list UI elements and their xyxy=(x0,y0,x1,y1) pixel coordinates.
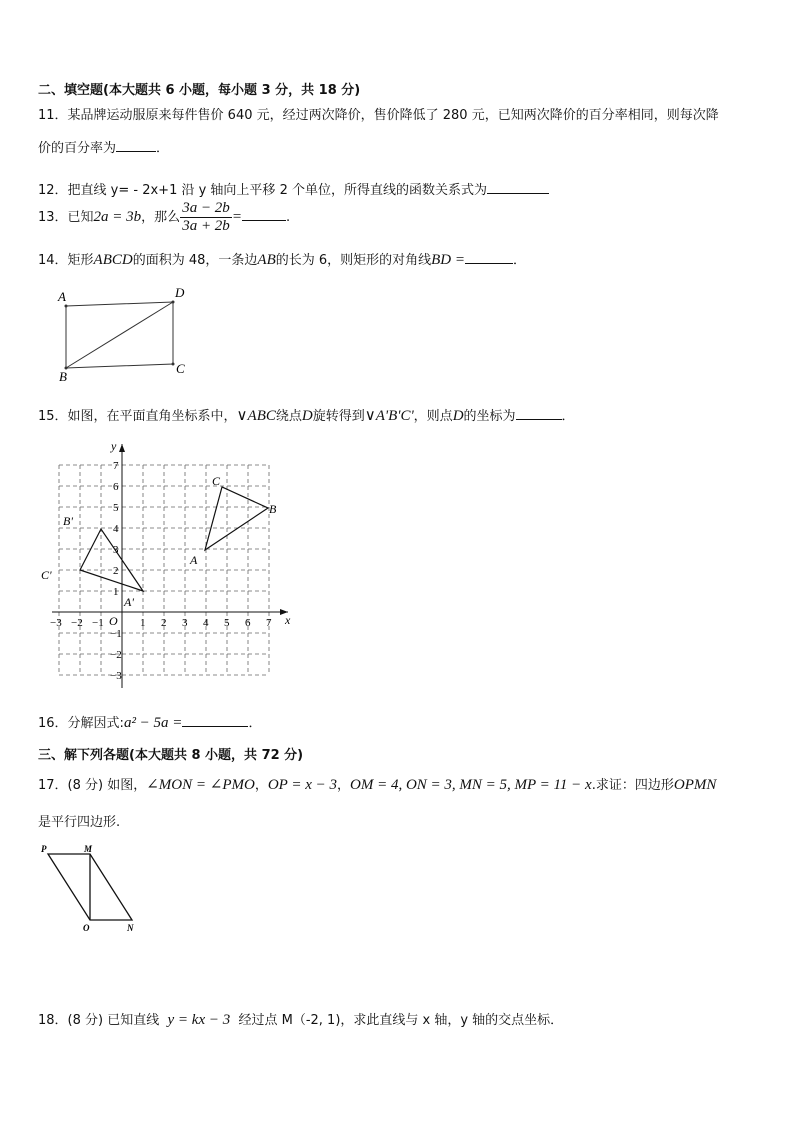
q13-prefix: 13．已知 xyxy=(38,210,94,225)
q15-point-d-2: D xyxy=(452,408,464,424)
y-tick-label: 1 xyxy=(113,586,119,598)
diagonal-bd xyxy=(66,302,173,368)
x-tick-label: 7 xyxy=(266,617,272,629)
label-b-prime: B' xyxy=(63,514,73,528)
q14-side-ab: AB xyxy=(257,252,276,268)
x-tick-label: 3 xyxy=(182,617,188,629)
q11-answer-blank[interactable] xyxy=(116,139,156,152)
y-tick-label: 6 xyxy=(113,481,119,493)
q13-equals: = xyxy=(231,209,242,225)
label-a: A xyxy=(58,289,66,304)
q13-denominator: 3a + 2b xyxy=(182,218,230,234)
q15-text-3: 旋转得到 xyxy=(312,409,365,424)
q17-text-1: 17．(8 分) 如图， xyxy=(38,778,147,793)
x-tick-label: 1 xyxy=(140,617,146,629)
y-tick-label: −1 xyxy=(110,628,122,640)
x-tick-label: 6 xyxy=(245,617,251,629)
question-17-line-1 xyxy=(38,774,716,794)
q13-answer-blank[interactable] xyxy=(242,208,286,221)
q13-numerator: 3a − 2b xyxy=(182,200,230,216)
y-tick-label: 4 xyxy=(113,523,119,535)
label-b: B xyxy=(59,369,67,384)
question-16 xyxy=(38,712,261,732)
y-tick-label: −3 xyxy=(110,670,122,682)
q14-text-1: 的面积为 48，一条边 xyxy=(132,253,258,268)
label-o: O xyxy=(83,923,90,933)
q14-rect-name: ABCD xyxy=(93,252,133,268)
q14-text-2: 的长为 6，则矩形的对角线 xyxy=(275,253,432,268)
y-tick-label: 7 xyxy=(113,460,119,472)
dashed-grid xyxy=(59,465,269,675)
x-tick-label: 4 xyxy=(203,617,209,629)
triangle-a2b2c2 xyxy=(80,529,143,591)
q12-text: 12．把直线 y= - 2x+1 沿 y 轴向上平移 2 个单位，所得直线的函数关系式为 xyxy=(38,183,487,198)
q17-sep-2: ， xyxy=(336,778,350,793)
y-tick-label: −2 xyxy=(110,649,122,661)
q13-mid: ，那么 xyxy=(141,210,181,225)
q14-prefix: 14．矩形 xyxy=(38,253,94,268)
x-tick-label: −2 xyxy=(71,617,83,629)
rectangle-abcd-figure xyxy=(50,280,200,390)
question-17-line-2: 是平行四边形. xyxy=(38,815,121,830)
q15-text-1: 15．如图，在平面直角坐标系中， xyxy=(38,409,237,424)
question-11-line-2 xyxy=(38,137,169,156)
label-c-prime: C' xyxy=(41,568,52,582)
y-tick-label: 3 xyxy=(113,544,119,556)
q17-sep: ， xyxy=(254,778,268,793)
q16-expression: a² − 5a = xyxy=(123,715,183,731)
label-b: B xyxy=(269,502,277,516)
q11-text: 价的百分率为 xyxy=(38,141,117,156)
question-15 xyxy=(38,405,575,425)
question-11-line-1: 11．某品牌运动服原来每件售价 640 元，经过两次降价，售价降低了 280 元，已知两次降价的百分率相同，则每次降 xyxy=(38,108,719,123)
q18-text-1: 18．(8 分) 已知直线 xyxy=(38,1013,160,1028)
question-18 xyxy=(38,1009,563,1029)
question-12 xyxy=(38,179,549,198)
q13-condition: 2a = 3b xyxy=(93,209,142,225)
y-axis-label: y xyxy=(111,439,117,453)
parallelogram-opmn-figure xyxy=(38,840,148,935)
triangle-abc xyxy=(205,487,268,550)
q15-text-4: ，则点 xyxy=(413,409,453,424)
q12-answer-blank[interactable] xyxy=(487,181,549,194)
y-tick-labels xyxy=(110,460,122,682)
label-d: D xyxy=(175,285,185,300)
x-tick-label: 2 xyxy=(161,617,167,629)
q13-fraction xyxy=(180,200,232,235)
label-a: A xyxy=(190,553,198,567)
label-n: N xyxy=(127,923,134,933)
q14-answer-blank[interactable] xyxy=(465,251,513,264)
q11-end: ． xyxy=(156,141,170,156)
q16-prefix: 16．分解因式: xyxy=(38,716,124,731)
q17-op: OP = x − 3 xyxy=(267,777,337,793)
label-c: C xyxy=(176,361,185,376)
q14-diagonal-bd: BD = xyxy=(431,252,466,268)
q17-text-2: .求证：四边形 xyxy=(591,778,674,793)
section-3-heading: 三、解下列各题(本大题共 8 小题，共 72 分) xyxy=(38,748,304,763)
x-tick-label: −3 xyxy=(50,617,62,629)
label-p: P xyxy=(41,844,47,854)
question-13 xyxy=(38,200,290,235)
x-tick-label: −1 xyxy=(92,617,104,629)
q15-answer-blank[interactable] xyxy=(516,407,562,420)
q15-end: ． xyxy=(561,409,575,424)
q17-quad: OPMN xyxy=(673,777,717,793)
q17-lengths: OM = 4, ON = 3, MN = 5, MP = 11 − x xyxy=(350,777,592,793)
coordinate-plane-figure xyxy=(38,438,300,690)
q16-end: ． xyxy=(248,716,262,731)
q15-point-d: D xyxy=(301,408,313,424)
y-tick-label: 2 xyxy=(113,565,119,577)
q16-answer-blank[interactable] xyxy=(182,714,248,727)
q15-triangle-a2b2c2: ∨A'B'C' xyxy=(364,408,414,424)
question-14 xyxy=(38,249,526,269)
label-m: M xyxy=(84,844,93,854)
y-tick-label: 5 xyxy=(113,502,119,514)
x-tick-label: 5 xyxy=(224,617,230,629)
origin-label: O xyxy=(109,614,118,628)
q18-equation: y = kx − 3 xyxy=(167,1012,231,1028)
q17-angles: ∠MON = ∠PMO xyxy=(146,777,255,793)
q14-end: ． xyxy=(513,253,527,268)
x-axis-label: x xyxy=(285,613,291,627)
q18-text-2: 经过点 M（-2, 1)，求此直线与 x 轴，y 轴的交点坐标． xyxy=(238,1013,564,1028)
y-axis-arrow-icon xyxy=(119,444,125,452)
x-tick-labels xyxy=(50,617,272,629)
q13-end: . xyxy=(285,210,291,225)
q15-text-2: 绕点 xyxy=(275,409,302,424)
q15-triangle-abc: ∨ABC xyxy=(236,408,276,424)
label-a-prime: A' xyxy=(124,595,134,609)
q15-text-5: 的坐标为 xyxy=(463,409,516,424)
section-2-heading: 二、填空题(本大题共 6 小题，每小题 3 分，共 18 分) xyxy=(38,83,361,98)
label-c: C xyxy=(212,474,221,488)
